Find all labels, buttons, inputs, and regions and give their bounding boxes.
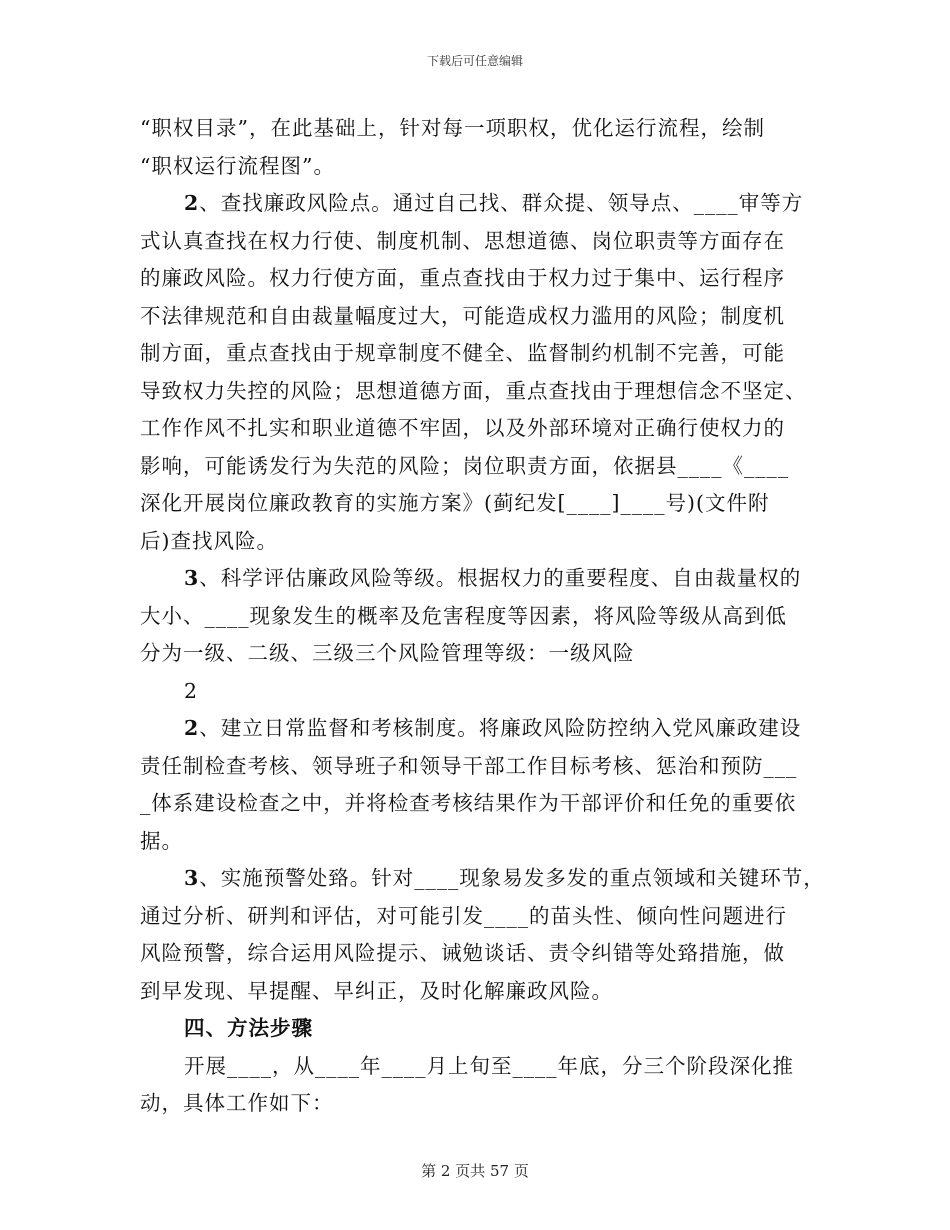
- numbered-line: [140, 185, 830, 223]
- text-line: 据。: [140, 828, 183, 853]
- text-line: 到早发现、早提醒、早纠正，及时化解廉政风险。: [140, 978, 613, 1003]
- text-line: 大小、____现象发生的概率及危害程度等因素，将风险等级从高到低: [140, 603, 787, 628]
- text-line: 不法律规范和自由裁量幅度过大，可能造成权力滥用的风险；制度机: [140, 303, 785, 328]
- text-line: 动，具体工作如下：: [140, 1091, 334, 1115]
- line-text: 、查找廉政风险点。通过自己找、群众提、领导点、____审等方: [199, 191, 804, 215]
- text-line: 通过分析、研判和评估，对可能引发____的苗头性、倾向性问题进行: [140, 903, 787, 928]
- text-line: 责任制检查考核、领导班子和领导干部工作目标考核、惩治和预防___: [140, 753, 798, 778]
- text-line: “职权目录”，在此基础上，针对每一项职权，优化运行流程，绘制: [140, 116, 765, 140]
- text-line: _体系建设检查之中，并将检查考核结果作为干部评价和任免的重要依: [140, 791, 797, 815]
- item-number: 3: [184, 866, 200, 890]
- text-line: 影响，可能诱发行为失范的风险；岗位职责方面，依据县____《____: [140, 453, 789, 478]
- text-line: 工作作风不扎实和职业道德不牢固，以及外部环境对正确行使权力的: [140, 416, 785, 440]
- line-text: 、实施预警处臵。针对____现象易发多发的重点领域和关键环节，: [199, 866, 825, 890]
- text-line: 的廉政风险。权力行使方面，重点查找由于权力过于集中、运行程序: [140, 266, 785, 290]
- text-line: 导致权力失控的风险；思想道德方面，重点查找由于理想信念不坚定、: [140, 378, 807, 403]
- text-line: 后)查找风险。: [140, 528, 278, 553]
- text-line: 式认真查找在权力行使、制度机制、思想道德、岗位职责等方面存在: [140, 228, 785, 253]
- line-text: 、建立日常监督和考核制度。将廉政风险防控纳入党风廉政建设: [199, 716, 802, 740]
- text-line: 开展____，从____年____月上旬至____年底，分三个阶段深化推: [184, 1053, 794, 1078]
- page-footer: 第 2 页共 57 页: [421, 1162, 529, 1180]
- text-line: 风险预警，综合运用风险提示、诫勉谈话、责令纠错等处臵措施，做: [140, 941, 785, 965]
- numbered-line: [140, 710, 830, 748]
- item-number: 2: [184, 191, 200, 215]
- numbered-line: [140, 860, 830, 898]
- text-line: 2: [184, 678, 199, 703]
- text-line: 深化开展岗位廉政教育的实施方案》(蓟纪发[____]____号)(文件附: [140, 491, 770, 515]
- text-line: 分为一级、二级、三级三个风险管理等级：一级风险: [140, 641, 635, 665]
- page-header: 下载后可任意编辑: [426, 54, 523, 68]
- text-line: 制方面，重点查找由于规章制度不健全、监督制约机制不完善，可能: [140, 341, 785, 365]
- line-text: 、科学评估廉政风险等级。根据权力的重要程度、自由裁量权的: [199, 566, 802, 590]
- document-body: [140, 110, 830, 1123]
- text-line: “职权运行流程图”。: [140, 153, 335, 178]
- item-number: 2: [184, 716, 200, 740]
- section-heading: 四、方法步骤: [184, 1016, 313, 1040]
- numbered-line: [140, 560, 830, 598]
- item-number: 3: [184, 566, 200, 590]
